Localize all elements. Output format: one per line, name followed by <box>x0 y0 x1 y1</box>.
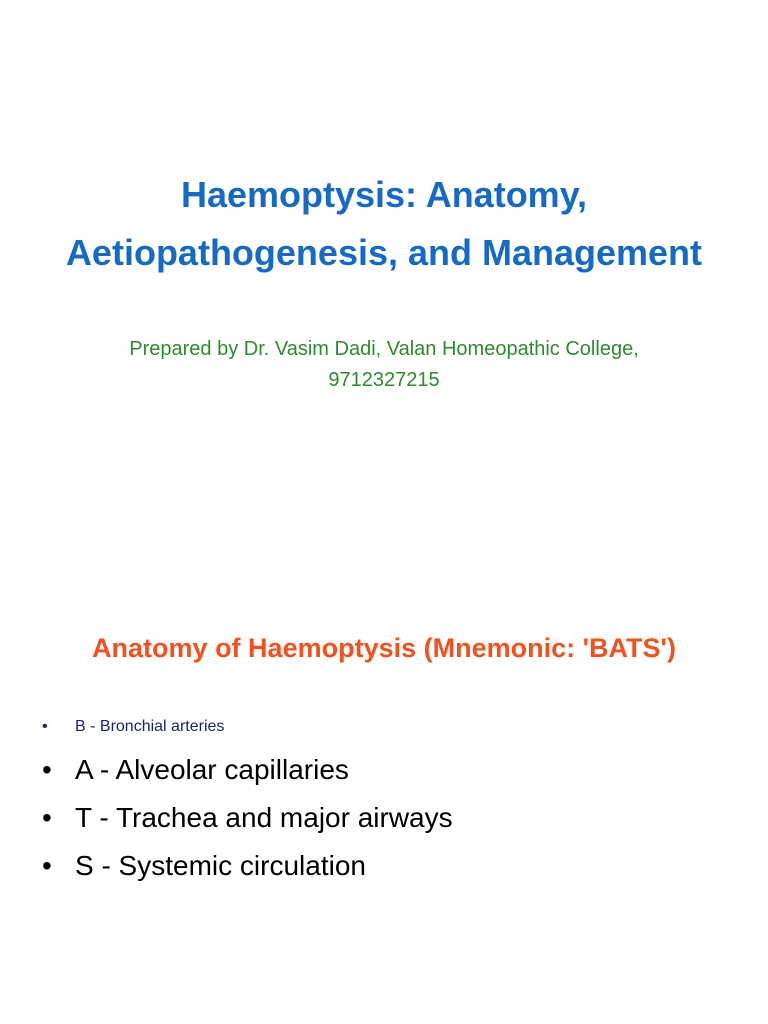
bullet-icon: • <box>42 754 52 785</box>
bullet-icon: • <box>42 802 52 833</box>
slide-subtitle: Prepared by Dr. Vasim Dadi, Valan Homeopathic College, 9712327215 <box>129 338 639 391</box>
list-item-text: S - Systemic circulation <box>75 850 366 881</box>
list-item <box>40 710 453 744</box>
content-slide <box>0 512 768 1024</box>
list-item <box>40 842 453 890</box>
list-item <box>40 746 453 794</box>
bullet-icon: • <box>42 718 48 735</box>
section-heading: Anatomy of Haemoptysis (Mnemonic: 'BATS') <box>92 633 676 663</box>
list-item-text: A - Alveolar capillaries <box>75 754 349 785</box>
bullet-icon: • <box>42 850 52 881</box>
bullet-list <box>40 710 453 890</box>
list-item-text: B - Bronchial arteries <box>75 718 225 735</box>
list-item <box>40 794 453 842</box>
list-item-text: T - Trachea and major airways <box>75 802 453 833</box>
slide-title: Haemoptysis: Anatomy, Aetiopathogenesis, and Management <box>65 174 703 273</box>
